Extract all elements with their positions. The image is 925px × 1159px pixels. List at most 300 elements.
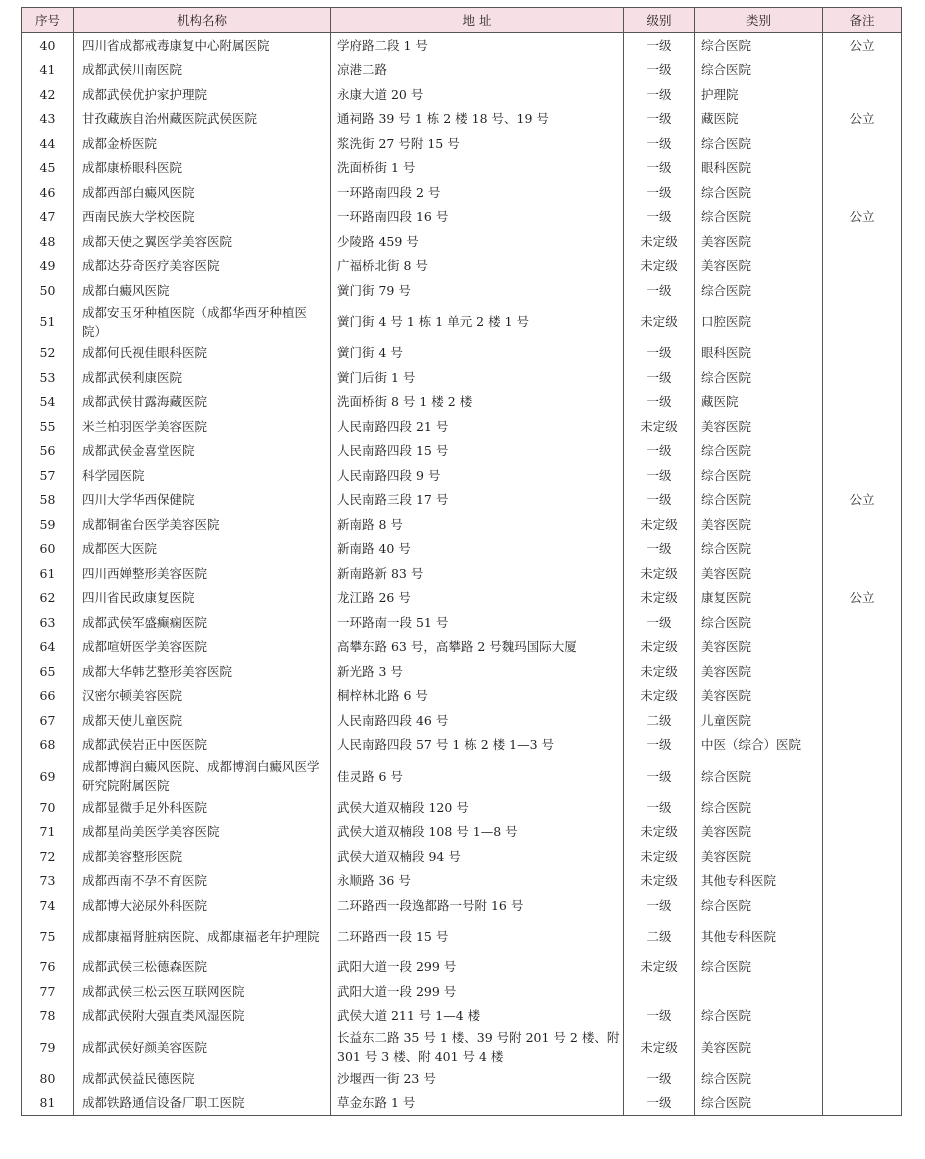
- table-row: [22, 82, 902, 107]
- row-index: 47: [22, 205, 74, 230]
- category: 综合医院: [695, 205, 823, 230]
- row-index: 43: [22, 107, 74, 132]
- level: 一级: [624, 82, 695, 107]
- table-row: [22, 537, 902, 562]
- address: 浆洗街 27 号附 15 号: [331, 131, 624, 156]
- level: 一级: [624, 757, 695, 795]
- category: 综合医院: [695, 278, 823, 303]
- category: 综合医院: [695, 58, 823, 83]
- category: 综合医院: [695, 1091, 823, 1116]
- remark: [823, 708, 902, 733]
- row-index: 62: [22, 586, 74, 611]
- remark: [823, 795, 902, 820]
- table-row: [22, 659, 902, 684]
- category: 康复医院: [695, 586, 823, 611]
- category: 综合医院: [695, 893, 823, 918]
- row-index: 79: [22, 1028, 74, 1066]
- level: 未定级: [624, 635, 695, 660]
- category: 综合医院: [695, 1066, 823, 1091]
- address: 龙江路 26 号: [331, 586, 624, 611]
- institution-name: 成都铜雀台医学美容医院: [74, 512, 331, 537]
- table-row: [22, 979, 902, 1004]
- level: 未定级: [624, 844, 695, 869]
- category: 综合医院: [695, 795, 823, 820]
- category: 美容医院: [695, 635, 823, 660]
- row-index: 71: [22, 820, 74, 845]
- level: 一级: [624, 1004, 695, 1029]
- address: 一环路南四段 2 号: [331, 180, 624, 205]
- address: 黉门后街 1 号: [331, 365, 624, 390]
- level: 一级: [624, 1091, 695, 1116]
- institution-name: 成都武侯岩正中医医院: [74, 733, 331, 758]
- table-row: [22, 205, 902, 230]
- remark: 公立: [823, 586, 902, 611]
- institution-name: 成都喧妍医学美容医院: [74, 635, 331, 660]
- institution-name: 成都武侯益民德医院: [74, 1066, 331, 1091]
- remark: [823, 1066, 902, 1091]
- institution-name: 成都大华韩艺整形美容医院: [74, 659, 331, 684]
- row-index: 51: [22, 303, 74, 341]
- table-row: [22, 635, 902, 660]
- category: 护理院: [695, 82, 823, 107]
- institution-name: 科学园医院: [74, 463, 331, 488]
- table-row: [22, 869, 902, 894]
- table-row: [22, 365, 902, 390]
- institution-name: 成都医大医院: [74, 537, 331, 562]
- remark: [823, 820, 902, 845]
- remark: [823, 341, 902, 366]
- table-body: [22, 33, 902, 1116]
- category: 美容医院: [695, 561, 823, 586]
- address: 人民南路四段 46 号: [331, 708, 624, 733]
- row-index: 42: [22, 82, 74, 107]
- row-index: 76: [22, 955, 74, 980]
- level: 未定级: [624, 254, 695, 279]
- institution-name: 成都安玉牙种植医院（成都华西牙种植医院）: [74, 303, 331, 341]
- address: 二环路西一段逸都路一号附 16 号: [331, 893, 624, 918]
- category: [695, 979, 823, 1004]
- address: 黉门街 79 号: [331, 278, 624, 303]
- address: 新南路 8 号: [331, 512, 624, 537]
- address: 长益东二路 35 号 1 楼、39 号附 201 号 2 楼、附 301 号 3 楼、附 401 号 4 楼: [331, 1028, 624, 1066]
- category: 综合医院: [695, 537, 823, 562]
- category: 藏医院: [695, 107, 823, 132]
- address: 通祠路 39 号 1 栋 2 楼 18 号、19 号: [331, 107, 624, 132]
- table-row: [22, 955, 902, 980]
- level: 一级: [624, 537, 695, 562]
- category: 其他专科医院: [695, 918, 823, 955]
- row-index: 61: [22, 561, 74, 586]
- table-row: [22, 820, 902, 845]
- level: 一级: [624, 180, 695, 205]
- category: 综合医院: [695, 131, 823, 156]
- institution-name: 四川西婵整形美容医院: [74, 561, 331, 586]
- table-row: [22, 156, 902, 181]
- category: 眼科医院: [695, 156, 823, 181]
- level: 未定级: [624, 684, 695, 709]
- level: 未定级: [624, 414, 695, 439]
- level: 一级: [624, 463, 695, 488]
- remark: [823, 278, 902, 303]
- category: 综合医院: [695, 488, 823, 513]
- address: 洗面桥街 1 号: [331, 156, 624, 181]
- table-row: [22, 229, 902, 254]
- remark: 公立: [823, 107, 902, 132]
- level: 一级: [624, 488, 695, 513]
- level: 一级: [624, 733, 695, 758]
- table-row: [22, 684, 902, 709]
- remark: 公立: [823, 33, 902, 58]
- institution-name: 四川省成都戒毒康复中心附属医院: [74, 33, 331, 58]
- address: 一环路南四段 16 号: [331, 205, 624, 230]
- row-index: 63: [22, 610, 74, 635]
- institution-name: 成都天使之翼医学美容医院: [74, 229, 331, 254]
- category: 其他专科医院: [695, 869, 823, 894]
- remark: [823, 537, 902, 562]
- table-row: [22, 708, 902, 733]
- remark: [823, 979, 902, 1004]
- category: 美容医院: [695, 512, 823, 537]
- table-row: [22, 1028, 902, 1066]
- category: 综合医院: [695, 463, 823, 488]
- row-index: 50: [22, 278, 74, 303]
- remark: [823, 58, 902, 83]
- row-index: 80: [22, 1066, 74, 1091]
- table-row: [22, 303, 902, 341]
- table-row: [22, 1091, 902, 1116]
- remark: [823, 229, 902, 254]
- address: 武侯大道双楠段 108 号 1—8 号: [331, 820, 624, 845]
- remark: [823, 82, 902, 107]
- remark: [823, 610, 902, 635]
- remark: [823, 635, 902, 660]
- row-index: 55: [22, 414, 74, 439]
- address: 永顺路 36 号: [331, 869, 624, 894]
- level: 一级: [624, 439, 695, 464]
- row-index: 48: [22, 229, 74, 254]
- address: 人民南路三段 17 号: [331, 488, 624, 513]
- institution-name: 成都武侯甘露海藏医院: [74, 390, 331, 415]
- category: 眼科医院: [695, 341, 823, 366]
- header-remark: 备注: [823, 8, 902, 33]
- level: 一级: [624, 205, 695, 230]
- table-row: [22, 893, 902, 918]
- remark: [823, 1028, 902, 1066]
- row-index: 81: [22, 1091, 74, 1116]
- address: 高攀东路 63 号，高攀路 2 号魏玛国际大厦: [331, 635, 624, 660]
- remark: [823, 254, 902, 279]
- row-index: 41: [22, 58, 74, 83]
- address: 新南路新 83 号: [331, 561, 624, 586]
- institution-name: 成都康福肾脏病医院、成都康福老年护理院: [74, 918, 331, 955]
- institution-name: 成都武侯利康医院: [74, 365, 331, 390]
- table-row: [22, 586, 902, 611]
- address: 武阳大道一段 299 号: [331, 979, 624, 1004]
- row-index: 59: [22, 512, 74, 537]
- remark: 公立: [823, 488, 902, 513]
- row-index: 67: [22, 708, 74, 733]
- category: 美容医院: [695, 820, 823, 845]
- remark: [823, 463, 902, 488]
- row-index: 60: [22, 537, 74, 562]
- level: 未定级: [624, 1028, 695, 1066]
- level: 一级: [624, 390, 695, 415]
- row-index: 77: [22, 979, 74, 1004]
- row-index: 52: [22, 341, 74, 366]
- institution-name: 成都武侯优护家护理院: [74, 82, 331, 107]
- address: 人民南路四段 21 号: [331, 414, 624, 439]
- institution-name: 成都达芬奇医疗美容医院: [74, 254, 331, 279]
- address: 桐梓林北路 6 号: [331, 684, 624, 709]
- institution-name: 西南民族大学校医院: [74, 205, 331, 230]
- remark: [823, 659, 902, 684]
- address: 黉门街 4 号 1 栋 1 单元 2 楼 1 号: [331, 303, 624, 341]
- row-index: 44: [22, 131, 74, 156]
- remark: [823, 156, 902, 181]
- level: 未定级: [624, 561, 695, 586]
- row-index: 57: [22, 463, 74, 488]
- category: 美容医院: [695, 1028, 823, 1066]
- remark: [823, 180, 902, 205]
- row-index: 74: [22, 893, 74, 918]
- table-row: [22, 844, 902, 869]
- institution-name: 成都武侯军盛癫痫医院: [74, 610, 331, 635]
- table-row: [22, 390, 902, 415]
- category: 综合医院: [695, 1004, 823, 1029]
- row-index: 69: [22, 757, 74, 795]
- institution-name: 米兰柏羽医学美容医院: [74, 414, 331, 439]
- remark: [823, 1091, 902, 1116]
- remark: [823, 684, 902, 709]
- address: 黉门街 4 号: [331, 341, 624, 366]
- level: 一级: [624, 1066, 695, 1091]
- address: 新光路 3 号: [331, 659, 624, 684]
- row-index: 75: [22, 918, 74, 955]
- remark: [823, 955, 902, 980]
- institution-name: 成都显微手足外科医院: [74, 795, 331, 820]
- category: 综合医院: [695, 757, 823, 795]
- institution-name: 成都武侯三松云医互联网医院: [74, 979, 331, 1004]
- address: 武阳大道一段 299 号: [331, 955, 624, 980]
- level: 未定级: [624, 303, 695, 341]
- institution-name: 成都白癜风医院: [74, 278, 331, 303]
- address: 武侯大道双楠段 120 号: [331, 795, 624, 820]
- level: 未定级: [624, 869, 695, 894]
- address: 少陵路 459 号: [331, 229, 624, 254]
- address: 凉港二路: [331, 58, 624, 83]
- table-row: [22, 254, 902, 279]
- row-index: 45: [22, 156, 74, 181]
- institution-name: 汉密尔顿美容医院: [74, 684, 331, 709]
- institution-name: 成都康桥眼科医院: [74, 156, 331, 181]
- table-header-row: [22, 8, 902, 33]
- category: 口腔医院: [695, 303, 823, 341]
- institution-name: 成都何氏视佳眼科医院: [74, 341, 331, 366]
- table-row: [22, 757, 902, 795]
- remark: [823, 757, 902, 795]
- address: 人民南路四段 15 号: [331, 439, 624, 464]
- remark: [823, 439, 902, 464]
- institution-name: 成都金桥医院: [74, 131, 331, 156]
- institution-name: 成都武侯附大强直类风湿医院: [74, 1004, 331, 1029]
- address: 草金东路 1 号: [331, 1091, 624, 1116]
- remark: [823, 365, 902, 390]
- level: 未定级: [624, 229, 695, 254]
- table-row: [22, 1066, 902, 1091]
- address: 新南路 40 号: [331, 537, 624, 562]
- category: 中医（综合）医院: [695, 733, 823, 758]
- institution-name: 四川大学华西保健院: [74, 488, 331, 513]
- category: 综合医院: [695, 955, 823, 980]
- address: 广福桥北街 8 号: [331, 254, 624, 279]
- address: 学府路二段 1 号: [331, 33, 624, 58]
- row-index: 65: [22, 659, 74, 684]
- row-index: 68: [22, 733, 74, 758]
- address: 人民南路四段 57 号 1 栋 2 楼 1—3 号: [331, 733, 624, 758]
- table-row: [22, 463, 902, 488]
- institution-name: 成都博润白癜风医院、成都博润白癜风医学研究院附属医院: [74, 757, 331, 795]
- table-row: [22, 512, 902, 537]
- level: 二级: [624, 708, 695, 733]
- level: 一级: [624, 33, 695, 58]
- table-row: [22, 439, 902, 464]
- category: 儿童医院: [695, 708, 823, 733]
- header-index: 序号: [22, 8, 74, 33]
- remark: [823, 131, 902, 156]
- table-row: [22, 414, 902, 439]
- remark: [823, 733, 902, 758]
- header-address: 地 址: [331, 8, 624, 33]
- address: 武侯大道 211 号 1—4 楼: [331, 1004, 624, 1029]
- category: 综合医院: [695, 439, 823, 464]
- table-row: [22, 341, 902, 366]
- row-index: 78: [22, 1004, 74, 1029]
- level: 未定级: [624, 586, 695, 611]
- category: 综合医院: [695, 33, 823, 58]
- category: 藏医院: [695, 390, 823, 415]
- table-row: [22, 488, 902, 513]
- row-index: 53: [22, 365, 74, 390]
- table-row: [22, 733, 902, 758]
- address: 人民南路四段 9 号: [331, 463, 624, 488]
- table-row: [22, 610, 902, 635]
- address: 武侯大道双楠段 94 号: [331, 844, 624, 869]
- remark: [823, 1004, 902, 1029]
- category: 美容医院: [695, 229, 823, 254]
- level: 未定级: [624, 512, 695, 537]
- level: 一级: [624, 341, 695, 366]
- remark: [823, 303, 902, 341]
- row-index: 64: [22, 635, 74, 660]
- institution-name: 成都武侯金喜堂医院: [74, 439, 331, 464]
- table-row: [22, 107, 902, 132]
- row-index: 40: [22, 33, 74, 58]
- level: 二级: [624, 918, 695, 955]
- table-row: [22, 180, 902, 205]
- category: 美容医院: [695, 254, 823, 279]
- address: 一环路南一段 51 号: [331, 610, 624, 635]
- remark: [823, 414, 902, 439]
- level: [624, 979, 695, 1004]
- institution-name: 成都铁路通信设备厂职工医院: [74, 1091, 331, 1116]
- row-index: 73: [22, 869, 74, 894]
- table-row: [22, 918, 902, 955]
- remark: [823, 893, 902, 918]
- header-institution-name: 机构名称: [74, 8, 331, 33]
- category: 美容医院: [695, 414, 823, 439]
- table-row: [22, 131, 902, 156]
- address: 佳灵路 6 号: [331, 757, 624, 795]
- remark: [823, 390, 902, 415]
- row-index: 66: [22, 684, 74, 709]
- institution-name: 成都武侯三松德森医院: [74, 955, 331, 980]
- header-level: 级别: [624, 8, 695, 33]
- table-row: [22, 561, 902, 586]
- address: 永康大道 20 号: [331, 82, 624, 107]
- level: 一级: [624, 893, 695, 918]
- row-index: 46: [22, 180, 74, 205]
- level: 未定级: [624, 955, 695, 980]
- address: 沙堰西一街 23 号: [331, 1066, 624, 1091]
- category: 美容医院: [695, 659, 823, 684]
- level: 一级: [624, 131, 695, 156]
- table-row: [22, 1004, 902, 1029]
- table-row: [22, 58, 902, 83]
- category: 综合医院: [695, 365, 823, 390]
- institution-name: 四川省民政康复医院: [74, 586, 331, 611]
- level: 一级: [624, 278, 695, 303]
- level: 一级: [624, 365, 695, 390]
- address: 二环路西一段 15 号: [331, 918, 624, 955]
- table-row: [22, 33, 902, 58]
- category: 美容医院: [695, 844, 823, 869]
- remark: [823, 561, 902, 586]
- institution-name: 成都美容整形医院: [74, 844, 331, 869]
- remark: [823, 512, 902, 537]
- category: 综合医院: [695, 610, 823, 635]
- level: 一级: [624, 156, 695, 181]
- row-index: 49: [22, 254, 74, 279]
- header-category: 类别: [695, 8, 823, 33]
- row-index: 54: [22, 390, 74, 415]
- address: 洗面桥街 8 号 1 楼 2 楼: [331, 390, 624, 415]
- category: 美容医院: [695, 684, 823, 709]
- table-row: [22, 278, 902, 303]
- remark: 公立: [823, 205, 902, 230]
- remark: [823, 869, 902, 894]
- table-row: [22, 795, 902, 820]
- level: 未定级: [624, 659, 695, 684]
- institution-name: 成都武侯川南医院: [74, 58, 331, 83]
- institution-name: 成都天使儿童医院: [74, 708, 331, 733]
- level: 未定级: [624, 820, 695, 845]
- remark: [823, 918, 902, 955]
- row-index: 72: [22, 844, 74, 869]
- institution-name: 成都西部白癜风医院: [74, 180, 331, 205]
- level: 一级: [624, 107, 695, 132]
- row-index: 58: [22, 488, 74, 513]
- institution-name: 甘孜藏族自治州藏医院武侯医院: [74, 107, 331, 132]
- row-index: 56: [22, 439, 74, 464]
- category: 综合医院: [695, 180, 823, 205]
- remark: [823, 844, 902, 869]
- institution-name: 成都星尚美医学美容医院: [74, 820, 331, 845]
- hospital-table: [21, 7, 902, 1116]
- institution-name: 成都西南不孕不育医院: [74, 869, 331, 894]
- level: 一级: [624, 610, 695, 635]
- level: 一级: [624, 58, 695, 83]
- row-index: 70: [22, 795, 74, 820]
